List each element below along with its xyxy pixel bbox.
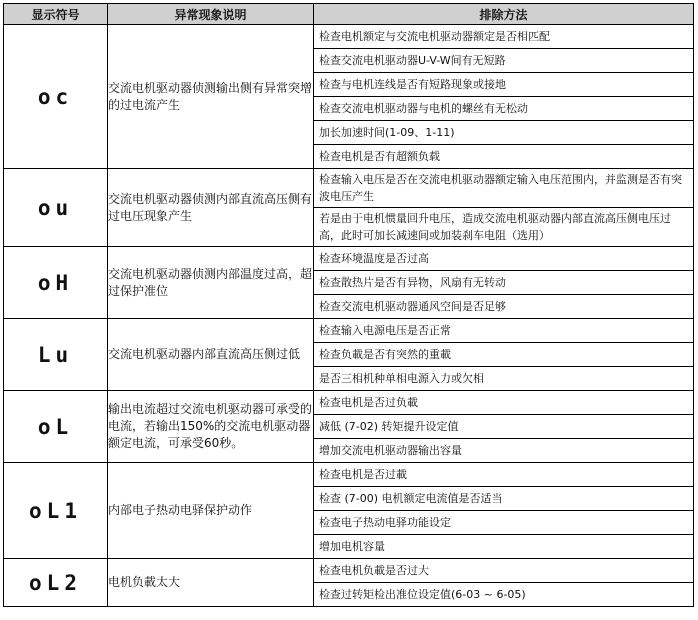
table-row	[4, 169, 694, 247]
solution-item: 减低 (7-02) 转矩提升设定值	[314, 415, 693, 439]
solution-cell	[314, 247, 694, 319]
solution-cell	[314, 319, 694, 391]
fault-code: oL1	[29, 498, 82, 523]
solution-item: 检查负載是否有突然的重載	[314, 343, 693, 367]
fault-code: ou	[37, 195, 74, 220]
solution-cell	[314, 391, 694, 463]
solution-item: 检查 (7-00) 电机额定电流值是否适当	[314, 487, 693, 511]
fault-code-cell	[4, 319, 108, 391]
solution-cell	[314, 169, 694, 247]
solution-cell	[314, 559, 694, 607]
table-row	[4, 25, 694, 169]
header-code: 显示符号	[4, 4, 108, 25]
table-row	[4, 463, 694, 559]
solution-item: 检查输入电压是否在交流电机驱动器额定输入电压范围内，并监测是否有突波电压产生	[314, 169, 693, 208]
header-description: 异常现象说明	[108, 4, 314, 25]
fault-code-cell	[4, 169, 108, 247]
fault-code-cell	[4, 559, 108, 607]
fault-description: 交流电机驱动器侦测输出侧有异常突增的过电流产生	[108, 25, 314, 169]
solution-item: 检查电机是否有超额负载	[319, 150, 440, 163]
fault-code-cell	[4, 25, 108, 169]
solution-item: 增加电机容量	[319, 540, 385, 553]
table-row	[4, 391, 694, 463]
solution-cell	[314, 463, 694, 559]
fault-code-cell	[4, 247, 108, 319]
solution-item: 检查与电机连线是否有短路现象或接地	[314, 73, 693, 97]
fault-code: oL	[37, 414, 74, 439]
solution-item: 检查电机负載是否过大	[314, 559, 693, 583]
solution-item: 检查过转矩检出准位设定值(6-03 ~ 6-05)	[319, 588, 526, 601]
fault-code-cell	[4, 391, 108, 463]
solution-item: 检查输入电源电压是否正常	[314, 319, 693, 343]
fault-description: 交流电机驱动器侦测内部温度过高，超过保护准位	[108, 247, 314, 319]
solution-item: 检查电机额定与交流电机驱动器额定是否相匹配	[314, 25, 693, 49]
solution-item: 检查电机是否过负載	[314, 391, 693, 415]
solution-item: 检查电子热动电驿功能设定	[314, 511, 693, 535]
solution-item: 若是由于电机惯量回升电压，造成交流电机驱动器内部直流高压侧电压过高，此时可加长减速间或加装刹车电阻（选用）	[319, 212, 671, 242]
fault-code-cell	[4, 463, 108, 559]
fault-description: 交流电机驱动器内部直流高压侧过低	[108, 319, 314, 391]
solution-item: 检查交流电机驱动器与电机的螺丝有无松动	[314, 97, 693, 121]
header-solution: 排除方法	[314, 4, 694, 25]
fault-code: oL2	[29, 570, 82, 595]
fault-code: Lu	[37, 342, 74, 367]
table-row	[4, 559, 694, 607]
table-row	[4, 319, 694, 391]
fault-description: 电机负載太大	[108, 559, 314, 607]
solution-item: 是否三相机种单相电源入力或欠相	[319, 372, 484, 385]
solution-item: 检查交流电机驱动器U-V-W间有无短路	[314, 49, 693, 73]
fault-code: oH	[37, 270, 74, 295]
fault-code: oc	[37, 84, 74, 109]
fault-code-table	[3, 3, 694, 607]
fault-description: 内部电子热动电驿保护动作	[108, 463, 314, 559]
solution-cell	[314, 25, 694, 169]
solution-item: 增加交流电机驱动器输出容量	[319, 444, 462, 457]
solution-item: 检查环境温度是否过高	[314, 247, 693, 271]
table-row	[4, 247, 694, 319]
solution-item: 检查交流电机驱动器通风空间是否足够	[319, 300, 506, 313]
fault-description: 交流电机驱动器侦测内部直流高压侧有过电压现象产生	[108, 169, 314, 247]
solution-item: 检查散热片是否有异物，风扇有无转动	[314, 271, 693, 295]
table-header-row	[4, 4, 694, 25]
solution-item: 检查电机是否过載	[314, 463, 693, 487]
fault-description: 输出电流超过交流电机驱动器可承受的电流，若输出150%的交流电机驱动器额定电流，可承受60秒。	[108, 391, 314, 463]
solution-item: 加长加速时间(1-09、1-11)	[314, 121, 693, 145]
